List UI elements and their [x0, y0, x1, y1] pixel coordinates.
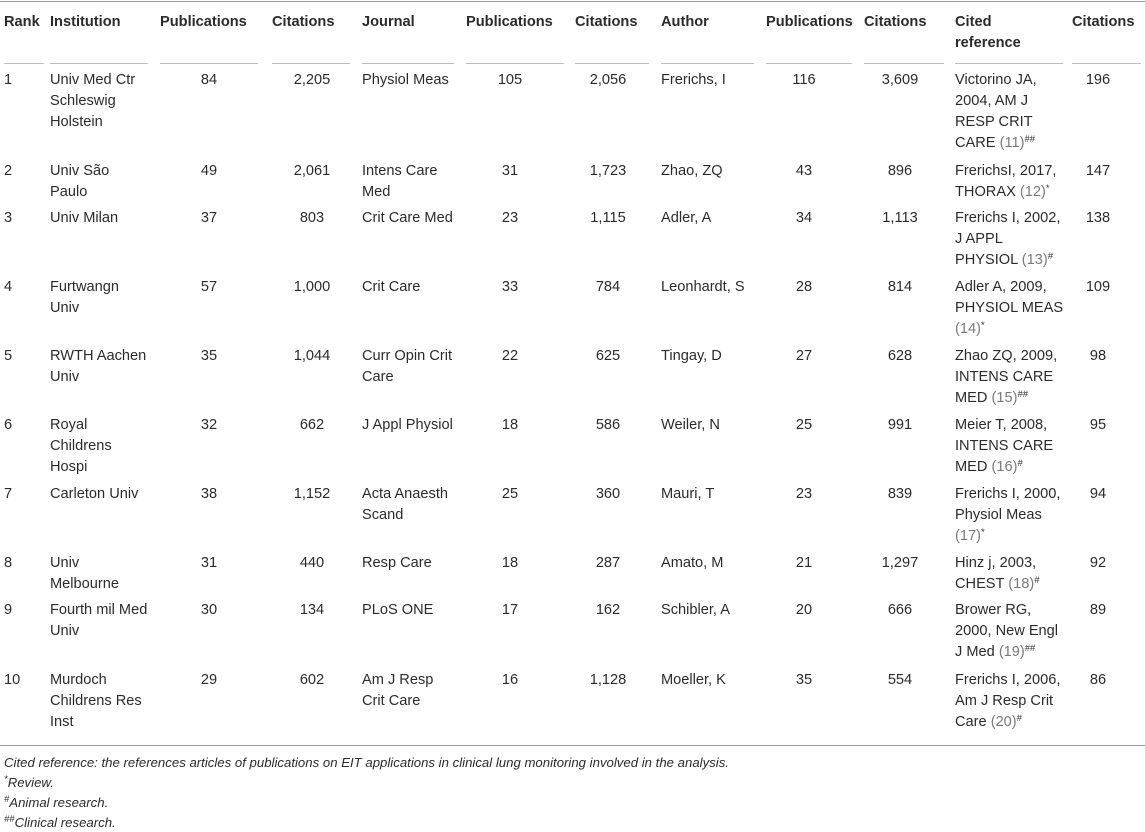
cited-reference-mark: # — [1016, 713, 1022, 724]
cell-journal-citations: 360 — [595, 486, 621, 502]
cell-institution-publications: 32 — [200, 417, 218, 433]
cell-institution-citations: 662 — [299, 417, 325, 433]
header-rank: Rank — [4, 14, 40, 30]
cited-reference-number[interactable]: (12) — [1019, 184, 1046, 200]
cited-reference-number[interactable]: (13) — [1021, 252, 1048, 268]
cell-institution-publications: 29 — [200, 672, 218, 688]
cell-institution-citations: 1,044 — [293, 348, 331, 364]
cell-cited-reference — [955, 670, 1067, 733]
header-rule — [160, 63, 258, 64]
cell-rank: 1 — [4, 72, 13, 88]
cell-rank: 4 — [4, 279, 13, 295]
cell-author-publications: 35 — [795, 672, 813, 688]
footnote-clinical-text: Clinical research. — [14, 815, 116, 830]
cell-institution: RWTH Aachen Univ — [50, 348, 147, 385]
cited-reference-mark: # — [1047, 251, 1054, 262]
cell-author-publications: 27 — [795, 348, 813, 364]
cited-reference-number[interactable]: (19) — [998, 644, 1025, 660]
cell-journal: PLoS ONE — [362, 602, 434, 618]
cell-author-citations: 554 — [887, 672, 913, 688]
cell-rank: 9 — [4, 602, 13, 618]
cited-reference-text: Hinz j, 2003, CHEST — [955, 555, 1037, 592]
cell-rank: 2 — [4, 163, 13, 179]
cell-author-publications: 43 — [795, 163, 813, 179]
cited-reference-mark: ## — [1024, 643, 1036, 654]
footnote-animal-mark: # — [4, 794, 10, 805]
cell-journal-citations: 162 — [595, 602, 621, 618]
cell-journal: Crit Care Med — [362, 210, 453, 226]
cell-journal: Intens Care Med — [362, 163, 438, 200]
cited-reference-mark: ## — [1017, 389, 1029, 400]
cited-reference-mark: # — [1017, 458, 1023, 469]
cell-journal-citations: 586 — [595, 417, 621, 433]
header-rule — [955, 63, 1063, 64]
cell-reference-citations: 138 — [1085, 210, 1111, 226]
cell-author-publications: 21 — [795, 555, 813, 571]
cell-author: Zhao, ZQ — [661, 163, 723, 179]
header-journal-publications: Publications — [466, 14, 553, 30]
cell-author-citations: 1,297 — [881, 555, 919, 571]
header-rule — [4, 63, 44, 64]
cell-journal-publications: 18 — [501, 555, 519, 571]
cell-journal-publications: 105 — [497, 72, 523, 88]
cell-author-citations: 666 — [887, 602, 913, 618]
cell-institution-citations: 803 — [299, 210, 325, 226]
cell-author-citations: 839 — [887, 486, 913, 502]
cell-institution-publications: 35 — [200, 348, 218, 364]
cell-cited-reference — [955, 484, 1067, 547]
header-institution-citations: Citations — [272, 14, 335, 30]
cell-journal-publications: 17 — [501, 602, 519, 618]
cell-institution-citations: 440 — [299, 555, 325, 571]
cell-journal: Physiol Meas — [362, 72, 449, 88]
cell-author: Moeller, K — [661, 672, 726, 688]
cited-reference-text: FrerichsI, 2017, THORAX — [955, 163, 1057, 200]
cited-reference-number[interactable]: (11) — [999, 135, 1025, 151]
cell-journal-publications: 18 — [501, 417, 519, 433]
cell-institution: Fourth mil Med Univ — [50, 602, 148, 639]
cell-reference-citations: 94 — [1089, 486, 1107, 502]
cited-reference-mark: * — [980, 320, 985, 331]
cell-author: Schibler, A — [661, 602, 730, 618]
cell-journal-publications: 31 — [501, 163, 519, 179]
cited-reference-mark: * — [980, 527, 985, 538]
cell-journal-citations: 2,056 — [589, 72, 627, 88]
cell-institution: Univ Med Ctr Schleswig Holstein — [50, 72, 136, 130]
cell-rank: 6 — [4, 417, 13, 433]
footnote-cited-reference: Cited reference: the references articles of publications on EIT applications in clinical lung monitoring involved in the analysis. — [4, 755, 729, 770]
cell-reference-citations: 196 — [1085, 72, 1111, 88]
header-rule — [272, 63, 350, 64]
header-rule — [766, 63, 852, 64]
cell-journal-citations: 1,115 — [590, 210, 626, 226]
cell-institution-citations: 134 — [299, 602, 325, 618]
cited-reference-text: Meier T, 2008, INTENS CARE MED — [955, 417, 1054, 475]
cell-journal-citations: 625 — [595, 348, 621, 364]
cell-author-citations: 3,609 — [881, 72, 919, 88]
footnote-review — [4, 773, 54, 792]
cell-institution: Univ Milan — [50, 210, 119, 226]
cell-reference-citations: 95 — [1089, 417, 1107, 433]
header-author-publications: Publications — [766, 14, 853, 30]
cell-rank: 3 — [4, 210, 13, 226]
footnote-review-text: Review. — [7, 775, 54, 790]
header-reference-citations: Citations — [1072, 14, 1135, 30]
header-journal: Journal — [362, 14, 415, 30]
cell-cited-reference — [955, 415, 1067, 478]
cited-reference-text: Frerichs I, 2002, J APPL PHYSIOL — [955, 210, 1061, 268]
cell-author-publications: 116 — [792, 72, 816, 88]
cited-reference-number[interactable]: (18) — [1008, 576, 1035, 592]
cell-cited-reference — [955, 161, 1067, 203]
cell-institution: Univ Melbourne — [50, 555, 119, 592]
cited-reference-number[interactable]: (15) — [991, 390, 1018, 406]
header-rule — [661, 63, 754, 64]
cell-cited-reference — [955, 70, 1067, 154]
cell-journal-publications: 22 — [501, 348, 519, 364]
cell-author: Tingay, D — [661, 348, 722, 364]
cell-author: Adler, A — [661, 210, 712, 226]
cell-institution-publications: 57 — [200, 279, 218, 295]
cell-reference-citations: 89 — [1089, 602, 1107, 618]
header-journal-citations: Citations — [575, 14, 638, 30]
cited-reference-number[interactable]: (16) — [991, 459, 1018, 475]
cell-institution-citations: 602 — [299, 672, 325, 688]
cell-institution-publications: 31 — [200, 555, 218, 571]
cell-author-citations: 1,113 — [882, 210, 918, 226]
footnote-clinical — [4, 813, 116, 832]
cell-author-publications: 34 — [795, 210, 813, 226]
header-institution-publications: Publications — [160, 14, 247, 30]
cell-journal: J Appl Physiol — [362, 417, 453, 433]
cited-reference-text: Frerichs I, 2006, Am J Resp Crit Care — [955, 672, 1061, 730]
cell-author-citations: 896 — [887, 163, 913, 179]
cited-reference-number[interactable]: (20) — [990, 714, 1017, 730]
cell-rank: 8 — [4, 555, 13, 571]
header-institution: Institution — [50, 14, 121, 30]
cell-author-citations: 814 — [887, 279, 913, 295]
cell-rank: 10 — [4, 672, 21, 688]
cell-reference-citations: 86 — [1089, 672, 1107, 688]
cell-author: Leonhardt, S — [661, 279, 745, 295]
cell-journal-citations: 1,128 — [589, 672, 627, 688]
cell-journal-publications: 23 — [501, 210, 519, 226]
cell-journal: Resp Care — [362, 555, 432, 571]
cell-rank: 5 — [4, 348, 13, 364]
cell-author: Mauri, T — [661, 486, 715, 502]
table-top-rule — [0, 1, 1145, 2]
cell-institution: Univ São Paulo — [50, 163, 110, 200]
cell-institution-publications: 84 — [200, 72, 218, 88]
cell-cited-reference — [955, 208, 1067, 271]
header-cited-reference: Cited reference — [955, 14, 1021, 51]
cell-author: Amato, M — [661, 555, 724, 571]
cell-cited-reference — [955, 553, 1067, 595]
cell-institution-citations: 1,152 — [293, 486, 331, 502]
cited-reference-mark: ## — [1024, 134, 1036, 145]
cell-journal-publications: 25 — [501, 486, 519, 502]
footnote-animal — [4, 793, 108, 812]
cell-reference-citations: 98 — [1089, 348, 1107, 364]
header-rule — [1072, 63, 1141, 64]
cell-author-publications: 23 — [795, 486, 813, 502]
cell-institution-citations: 2,205 — [293, 72, 331, 88]
cell-journal-citations: 1,723 — [589, 163, 627, 179]
cell-author-citations: 628 — [887, 348, 913, 364]
cited-reference-text: Zhao ZQ, 2009, INTENS CARE MED — [955, 348, 1058, 406]
cell-institution-publications: 30 — [200, 602, 218, 618]
cell-journal: Curr Opin Crit Care — [362, 348, 453, 385]
cited-reference-text: Frerichs I, 2000, Physiol Meas — [955, 486, 1061, 523]
cell-cited-reference — [955, 346, 1067, 409]
cited-reference-text: Brower RG, 2000, New Engl J Med — [955, 602, 1059, 660]
cell-journal-citations: 287 — [595, 555, 621, 571]
header-rule — [466, 63, 564, 64]
cell-journal-citations: 784 — [595, 279, 621, 295]
header-author-citations: Citations — [864, 14, 927, 30]
footnote-clinical-mark: ## — [4, 814, 15, 825]
header-rule — [864, 63, 944, 64]
cell-author: Frerichs, I — [661, 72, 726, 88]
cell-author-publications: 20 — [795, 602, 813, 618]
cell-reference-citations: 109 — [1085, 279, 1111, 295]
cited-reference-text: Adler A, 2009, PHYSIOL MEAS — [955, 279, 1064, 316]
cited-reference-mark: * — [1045, 183, 1050, 194]
cell-journal: Am J Resp Crit Care — [362, 672, 434, 709]
cell-institution: Furtwangn Univ — [50, 279, 119, 316]
header-rule — [575, 63, 649, 64]
cited-reference-number[interactable]: (17) — [955, 528, 981, 544]
cited-reference-mark: # — [1034, 575, 1040, 586]
cell-cited-reference — [955, 277, 1067, 340]
header-rule — [362, 63, 454, 64]
cell-cited-reference — [955, 600, 1067, 663]
cell-institution-publications: 37 — [200, 210, 218, 226]
cell-author: Weiler, N — [661, 417, 720, 433]
cell-journal: Acta Anaesth Scand — [362, 486, 449, 523]
cell-institution-citations: 2,061 — [293, 163, 331, 179]
cell-institution: Murdoch Childrens Res Inst — [50, 672, 142, 730]
header-rule — [50, 63, 148, 64]
cell-journal-publications: 33 — [501, 279, 519, 295]
cell-institution: Royal Childrens Hospi — [50, 417, 112, 475]
cell-author-publications: 25 — [795, 417, 813, 433]
cell-reference-citations: 147 — [1085, 163, 1111, 179]
cell-reference-citations: 92 — [1089, 555, 1107, 571]
cell-institution-publications: 38 — [200, 486, 218, 502]
cell-institution-citations: 1,000 — [293, 279, 331, 295]
header-author: Author — [661, 14, 709, 30]
cell-journal: Crit Care — [362, 279, 421, 295]
footnote-animal-text: Animal research. — [9, 795, 109, 810]
cited-reference-text: Victorino JA, 2004, AM J RESP CRIT CARE — [955, 72, 1037, 151]
footnote-review-mark: * — [4, 774, 8, 785]
cell-institution: Carleton Univ — [50, 486, 139, 502]
cited-reference-number[interactable]: (14) — [955, 321, 981, 337]
cell-author-citations: 991 — [887, 417, 913, 433]
cell-journal-publications: 16 — [501, 672, 519, 688]
table-bottom-rule — [0, 745, 1145, 746]
cell-institution-publications: 49 — [200, 163, 218, 179]
cell-rank: 7 — [4, 486, 13, 502]
cell-author-publications: 28 — [795, 279, 813, 295]
